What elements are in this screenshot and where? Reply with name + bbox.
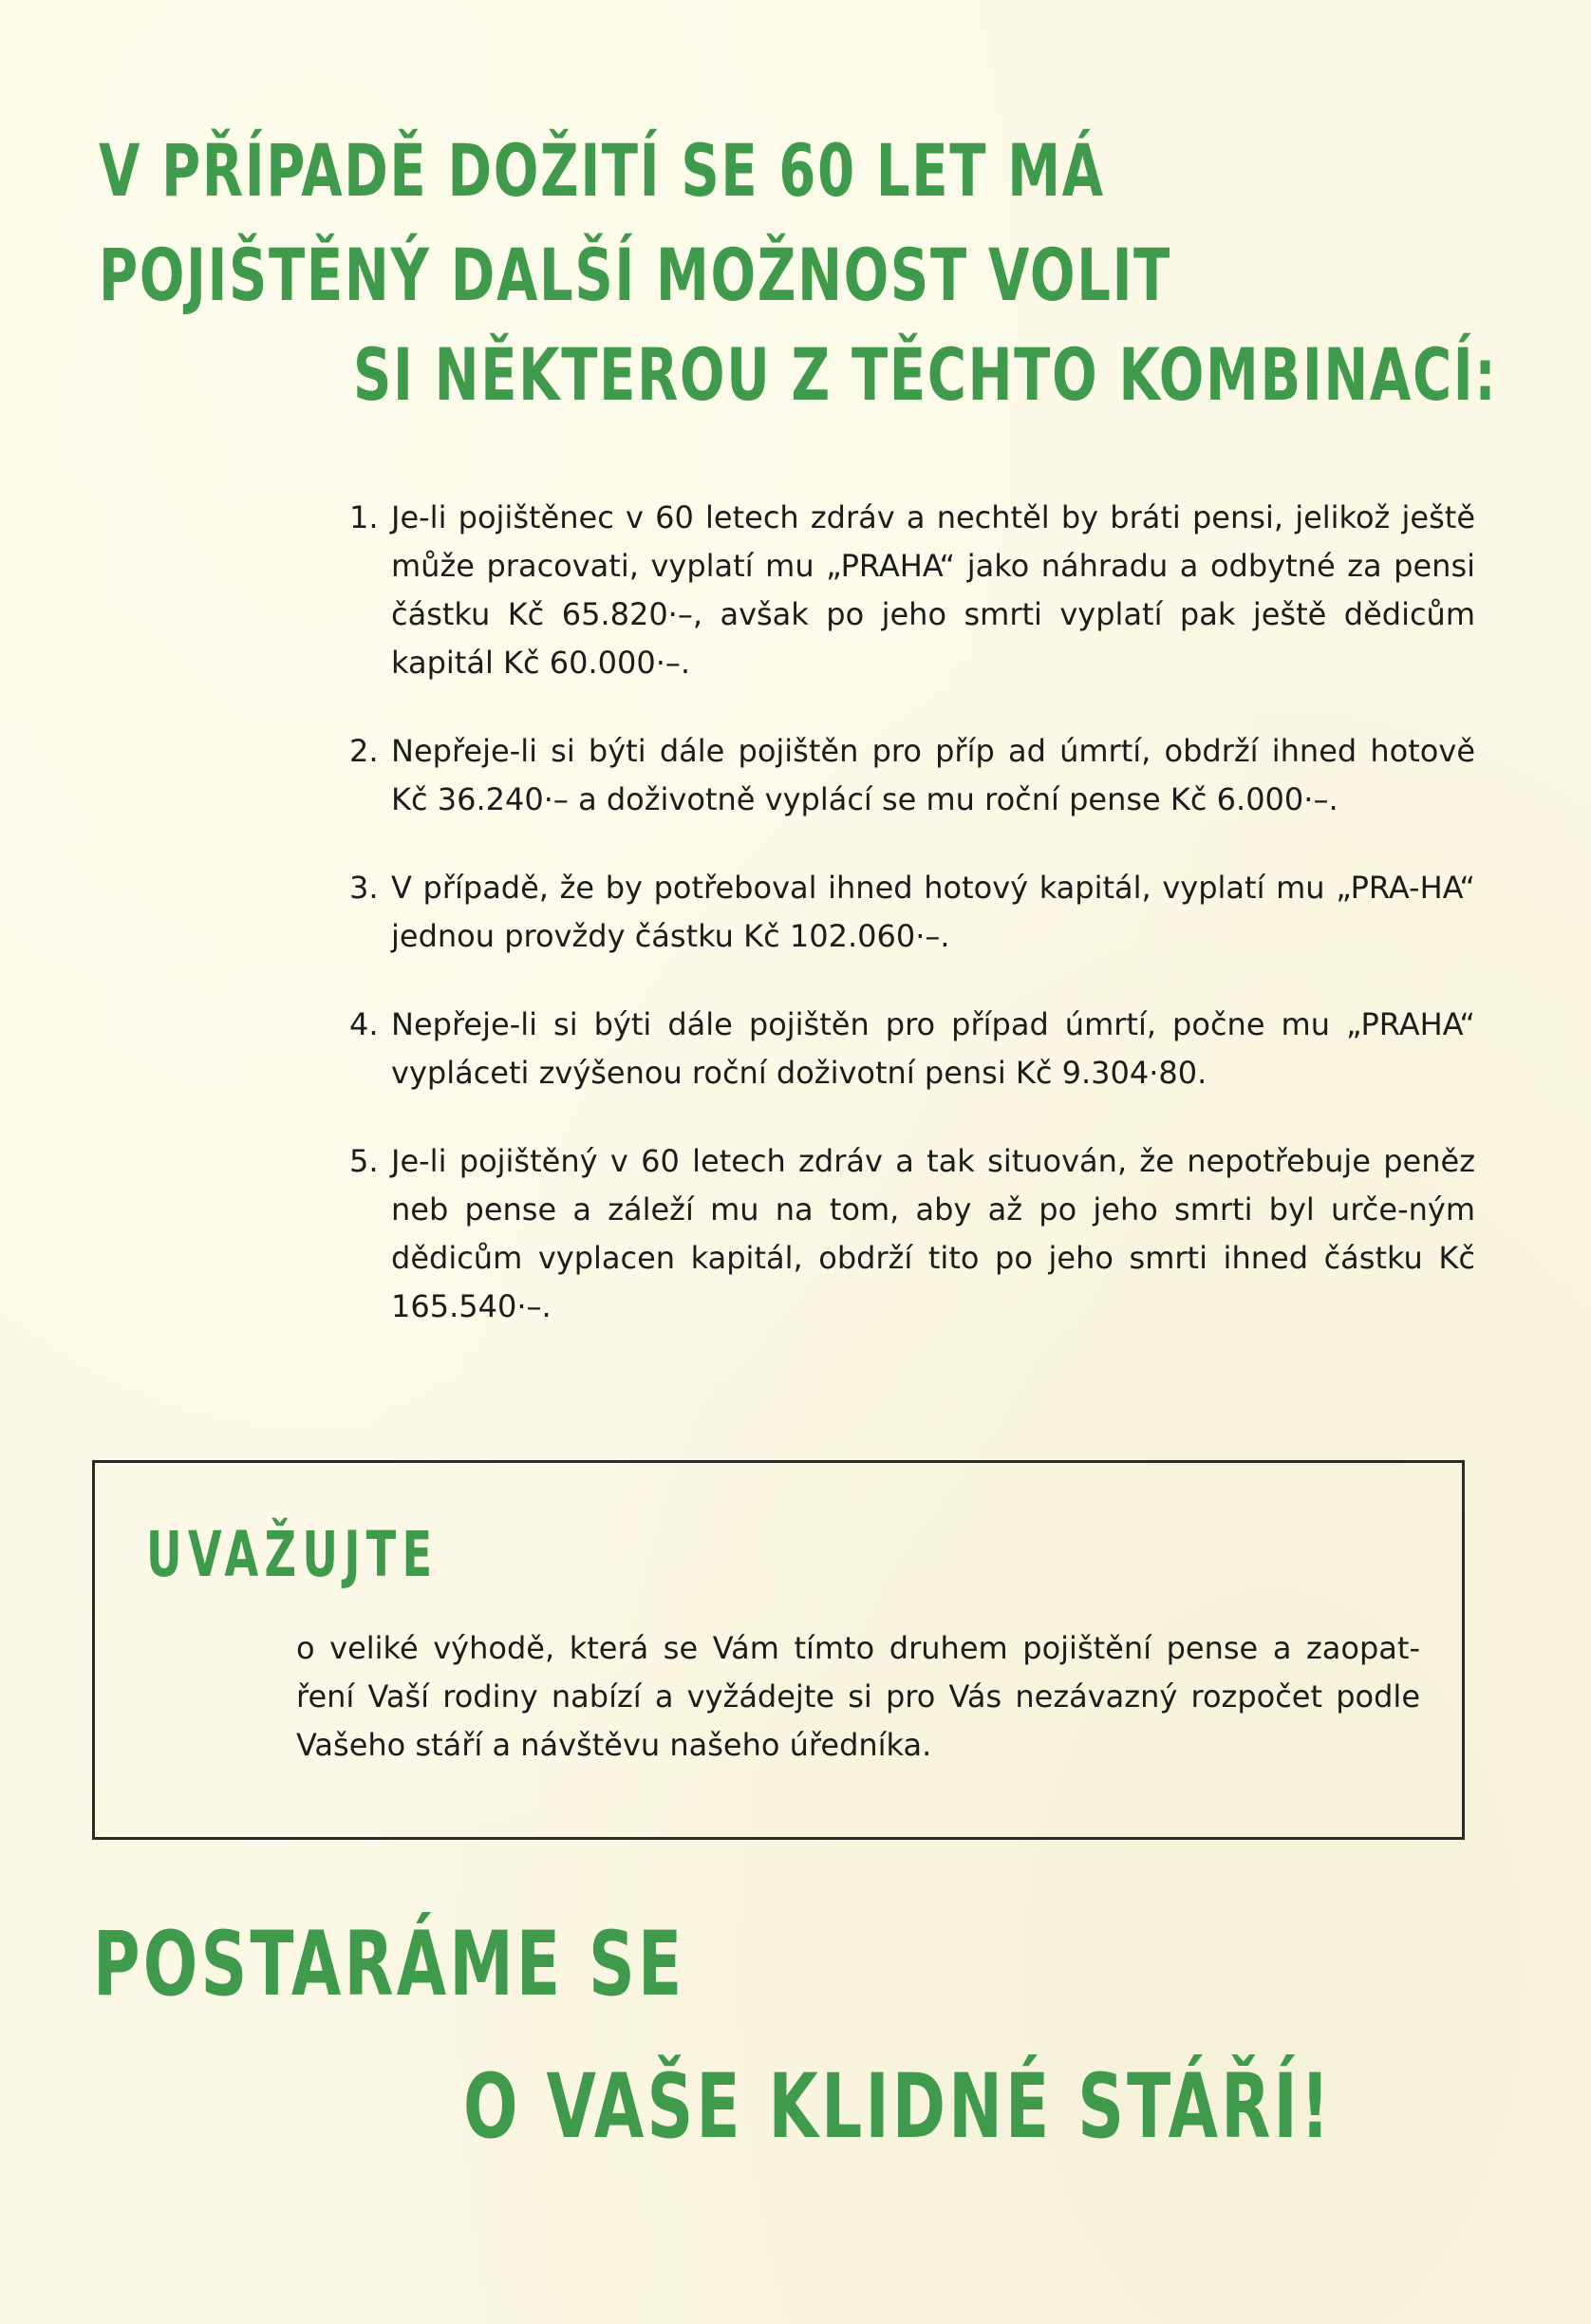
- list-item: [349, 727, 1475, 824]
- item-text: Nepřeje-li si býti dále pojištěn pro případ úmrtí, počne mu „PRAHA“ vypláceti zvýšenou roční doživotní pensi Kč 9.304·80.: [391, 1006, 1475, 1091]
- item-text: Je-li pojištěnec v 60 letech zdráv a nechtěl by bráti pensi, jelikož ještě může pracovati, vyplatí mu „PRAHA“ jako náhradu a odbytné za pensi částku Kč 65.820·–, avšak po jeho smrti vyplatí pak ještě dědicům kapitál Kč 60.000·–.: [391, 499, 1475, 681]
- heading-line-1: V PŘÍPADĚ DOŽITÍ SE 60 LET MÁ: [99, 128, 1105, 213]
- item-text: Je-li pojištěný v 60 letech zdráv a tak situován, že nepotřebuje peněz neb pense a záleží mu na tom, aby až po jeho smrti byl urče-ným dědicům vyplacen kapitál, obdrží tito po jeho smrti ihned částku Kč 165.540·–.: [391, 1143, 1475, 1324]
- list-item: [349, 1001, 1475, 1097]
- item-number: 4.: [349, 1006, 379, 1042]
- item-number: 1.: [349, 499, 379, 535]
- consider-box: [92, 1460, 1465, 1840]
- box-title: UVAŽUJTE: [146, 1518, 439, 1591]
- list-item: [349, 864, 1475, 961]
- item-number: 5.: [349, 1143, 379, 1179]
- list-item: [349, 494, 1475, 687]
- item-number: 3.: [349, 870, 379, 906]
- item-text: V případě, že by potřeboval ihned hotový kapitál, vyplatí mu „PRA-HA“ jednou provždy částku Kč 102.060·–.: [391, 870, 1475, 954]
- list-item: [349, 1137, 1475, 1331]
- item-text: Nepřeje-li si býti dále pojištěn pro příp ad úmrtí, obdrží ihned hotově Kč 36.240·– a doživotně vyplácí se mu roční pense Kč 6.000·–.: [391, 733, 1475, 817]
- combination-list: [349, 494, 1475, 1371]
- box-text: o veliké výhodě, která se Vám tímto druhem pojištění pense a zaopat-ření Vaší rodiny nabízí a vyžádejte si pro Vás nezávazný rozpočet podle Vašeho stáří a návštěvu našeho úředníka.: [296, 1630, 1420, 1763]
- heading-line-3: SI NĚKTEROU Z TĚCHTO KOMBINACÍ:: [353, 332, 1498, 417]
- footer-line-2: O VAŠE KLIDNÉ STÁŘÍ!: [463, 2055, 1333, 2159]
- heading-line-2: POJIŠTĚNÝ DALŠÍ MOŽNOST VOLIT: [99, 233, 1171, 317]
- item-number: 2.: [349, 733, 379, 769]
- footer-line-1: POSTARÁME SE: [93, 1913, 685, 2016]
